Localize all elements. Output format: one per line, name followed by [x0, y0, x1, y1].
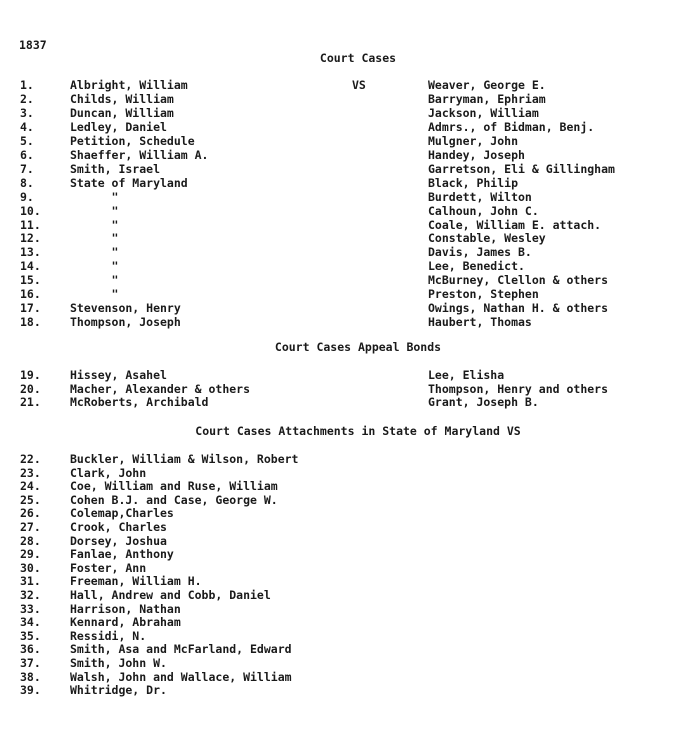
case-party: ": [70, 273, 119, 288]
case-row: [0, 204, 700, 218]
case-party: ": [70, 203, 119, 218]
case-opponent: Garretson, Eli & Gillingham: [428, 161, 615, 176]
case-row: [0, 382, 700, 396]
case-row: [0, 273, 700, 287]
case-opponent: Jackson, William: [428, 105, 539, 120]
case-row: [0, 656, 700, 670]
case-opponent: Constable, Wesley: [428, 231, 546, 246]
case-party: Fanlae, Anthony: [70, 547, 174, 562]
case-party: Smith, John W.: [70, 656, 167, 670]
case-opponent: Barryman, Ephriam: [428, 91, 546, 106]
section-heading-attachments: Court Cases Attachments in State of Maryland VS: [195, 424, 521, 438]
case-number: 5.: [20, 133, 34, 148]
case-party: Smith, Asa and McFarland, Edward: [70, 642, 292, 657]
case-number: 37.: [20, 656, 41, 670]
case-party: Harrison, Nathan: [70, 601, 181, 616]
case-row: [0, 574, 700, 588]
case-party: Albright, William: [70, 78, 188, 92]
case-number: 21.: [20, 395, 41, 409]
case-opponent: Owings, Nathan H. & others: [428, 301, 609, 316]
case-number: 2.: [20, 91, 34, 106]
case-number: 18.: [20, 315, 41, 330]
case-row: [0, 683, 700, 697]
case-row: [0, 106, 700, 120]
case-opponent: Lee, Benedict.: [428, 259, 525, 274]
case-number: 38.: [20, 669, 41, 684]
case-row: [0, 629, 700, 643]
case-party: Stevenson, Henry: [70, 301, 181, 316]
case-party: Ledley, Daniel: [70, 119, 167, 134]
case-party: ": [70, 245, 119, 260]
case-opponent: Calhoun, John C.: [428, 203, 539, 218]
case-number: 29.: [20, 547, 41, 562]
case-party: Foster, Ann: [70, 560, 147, 575]
case-party: ": [70, 217, 119, 232]
case-number: 14.: [20, 259, 41, 274]
case-party: McRoberts, Archibald: [70, 395, 209, 409]
case-opponent: Davis, James B.: [428, 245, 532, 260]
case-row: [0, 176, 700, 190]
case-row: [0, 547, 700, 561]
case-row: [0, 479, 700, 493]
case-opponent: Mulgner, John: [428, 133, 519, 148]
case-party: Crook, Charles: [70, 520, 167, 534]
case-row: [0, 301, 700, 315]
case-party: ": [70, 259, 119, 274]
case-row: [0, 642, 700, 656]
case-party: Shaeffer, William A.: [70, 147, 209, 162]
document-year: 1837: [19, 38, 47, 52]
case-party: Macher, Alexander & others: [70, 381, 251, 396]
case-number: 27.: [20, 520, 41, 534]
case-number: 13.: [20, 245, 41, 260]
case-number: 15.: [20, 273, 41, 288]
case-number: 19.: [20, 368, 41, 382]
case-number: 17.: [20, 301, 41, 316]
case-party: Hissey, Asahel: [70, 368, 167, 382]
case-party: Walsh, John and Wallace, William: [70, 669, 292, 684]
case-number: 4.: [20, 119, 34, 134]
case-row: [0, 315, 700, 329]
case-number: 36.: [20, 642, 41, 657]
case-opponent: Preston, Stephen: [428, 287, 539, 302]
case-row: [0, 134, 700, 148]
case-number: 8.: [20, 175, 34, 190]
case-row: [0, 452, 700, 466]
case-number: 23.: [20, 465, 41, 480]
case-row: [0, 245, 700, 259]
case-number: 20.: [20, 381, 41, 396]
case-party: Ressidi, N.: [70, 628, 147, 643]
case-party: Smith, Israel: [70, 161, 161, 176]
case-opponent: Grant, Joseph B.: [428, 395, 539, 409]
case-party: Thompson, Joseph: [70, 315, 181, 330]
case-row: [0, 368, 700, 382]
case-number: 34.: [20, 615, 41, 630]
case-number: 9.: [20, 189, 34, 204]
case-row: [0, 287, 700, 301]
case-opponent: McBurney, Clellon & others: [428, 273, 609, 288]
case-number: 31.: [20, 574, 41, 589]
case-row: [0, 120, 700, 134]
case-party: Dorsey, Joshua: [70, 533, 167, 548]
case-number: 16.: [20, 287, 41, 302]
case-opponent: Black, Philip: [428, 175, 519, 190]
case-opponent: Lee, Elisha: [428, 368, 505, 382]
case-row: [0, 534, 700, 548]
case-number: 24.: [20, 479, 41, 494]
case-party: ": [70, 287, 119, 302]
case-opponent: Handey, Joseph: [428, 147, 525, 162]
case-number: 3.: [20, 105, 34, 120]
case-opponent: Coale, William E. attach.: [428, 217, 602, 232]
case-opponent: Weaver, George E.: [428, 78, 546, 92]
case-row: [0, 588, 700, 602]
case-opponent: Thompson, Henry and others: [428, 381, 609, 396]
case-row: [0, 493, 700, 507]
case-number: 30.: [20, 560, 41, 575]
case-opponent: Burdett, Wilton: [428, 189, 532, 204]
case-number: 35.: [20, 628, 41, 643]
case-row: [0, 231, 700, 245]
case-number: 7.: [20, 161, 34, 176]
case-party: Buckler, William & Wilson, Robert: [70, 452, 299, 466]
case-number: 11.: [20, 217, 41, 232]
versus-label: VS: [352, 78, 366, 92]
case-opponent: Admrs., of Bidman, Benj.: [428, 119, 595, 134]
case-party: Coe, William and Ruse, William: [70, 479, 278, 494]
case-row: [0, 520, 700, 534]
case-number: 28.: [20, 533, 41, 548]
case-number: 1.: [20, 78, 34, 92]
case-number: 25.: [20, 492, 41, 507]
case-party: ": [70, 231, 119, 246]
section-heading-appeal-bonds: Court Cases Appeal Bonds: [274, 340, 442, 354]
case-party: Freeman, William H.: [70, 574, 202, 589]
case-party: Cohen B.J. and Case, George W.: [70, 492, 278, 507]
case-opponent: Haubert, Thomas: [428, 315, 532, 330]
case-number: 12.: [20, 231, 41, 246]
case-party: Childs, William: [70, 91, 174, 106]
case-row: [0, 78, 700, 92]
case-row: [0, 190, 700, 204]
case-number: 10.: [20, 203, 41, 218]
case-party: Colemap,Charles: [70, 506, 174, 521]
case-row: [0, 615, 700, 629]
case-party: ": [70, 189, 119, 204]
case-number: 26.: [20, 506, 41, 521]
case-row: [0, 602, 700, 616]
case-row: [0, 466, 700, 480]
case-number: 33.: [20, 601, 41, 616]
case-row: [0, 162, 700, 176]
case-row: [0, 395, 700, 409]
case-row: [0, 561, 700, 575]
case-number: 32.: [20, 588, 41, 602]
case-number: 6.: [20, 147, 34, 162]
case-party: Kennard, Abraham: [70, 615, 181, 630]
case-party: Clark, John: [70, 465, 147, 480]
case-number: 39.: [20, 683, 41, 698]
case-number: 22.: [20, 452, 41, 466]
case-party: Hall, Andrew and Cobb, Daniel: [70, 588, 271, 602]
case-party: Petition, Schedule: [70, 133, 195, 148]
case-row: [0, 506, 700, 520]
case-row: [0, 148, 700, 162]
case-row: [0, 218, 700, 232]
case-party: Whitridge, Dr.: [70, 683, 167, 698]
case-row: [0, 259, 700, 273]
case-party: Duncan, William: [70, 105, 174, 120]
case-party: State of Maryland: [70, 175, 188, 190]
case-row: [0, 670, 700, 684]
case-row: [0, 92, 700, 106]
section-heading-court-cases: Court Cases: [319, 51, 397, 65]
